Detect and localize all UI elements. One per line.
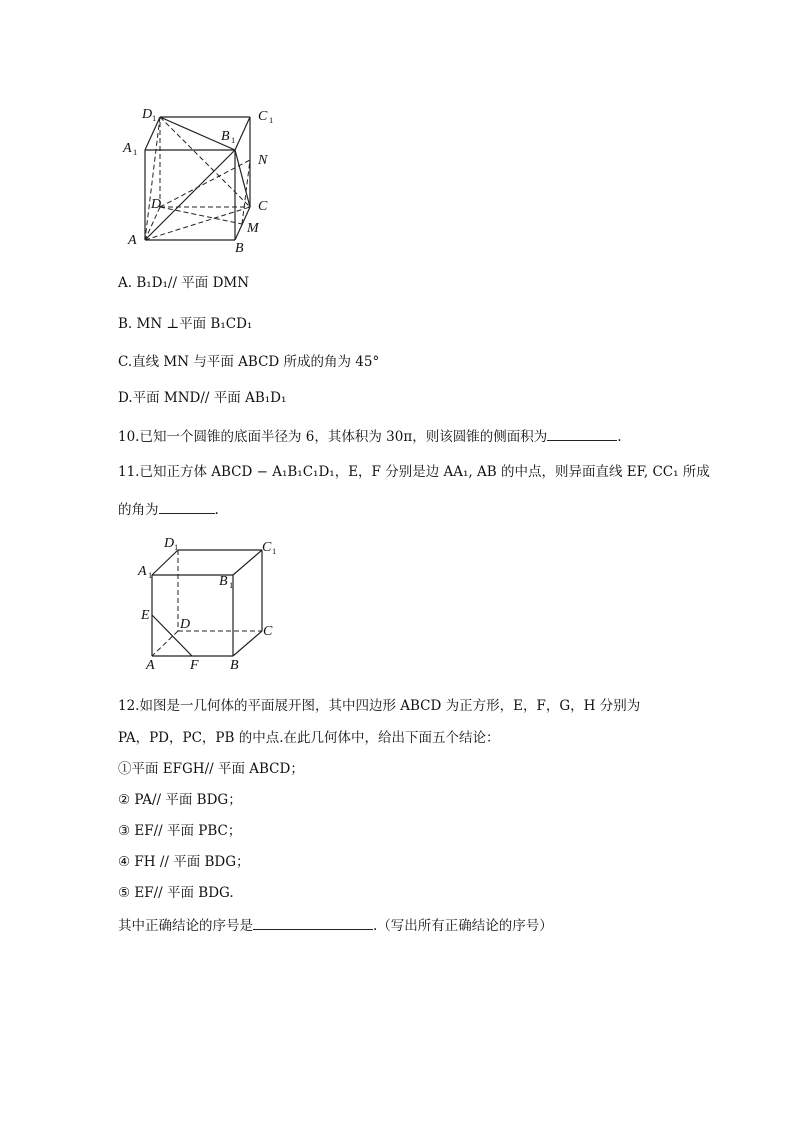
label-F: F: [190, 658, 199, 673]
label-B: B: [235, 241, 244, 256]
label-C: C: [263, 624, 273, 639]
question-12-line1: 12.如图是一几何体的平面展开图，其中四边形 ABCD 为正方形，E，F，G，H 分别为: [118, 698, 641, 714]
svg-text:1: 1: [148, 570, 153, 580]
option-a: A. B₁D₁// 平面 DMN: [118, 275, 250, 291]
label-C1: C: [258, 109, 268, 124]
question-10: 10.已知一个圆锥的底面半径为 6，其体积为 30π，则该圆锥的侧面积为 .: [118, 426, 622, 446]
conclusion-3: ③ EF// 平面 PBC；: [118, 823, 242, 839]
label-B1: B: [219, 574, 228, 589]
cube-figure-2: [130, 535, 290, 675]
svg-text:1: 1: [133, 147, 138, 157]
option-d: D.平面 MND// 平面 AB₁D₁: [118, 390, 287, 406]
svg-text:1: 1: [231, 135, 236, 145]
conclusion-5: ⑤ EF// 平面 BDG.: [118, 885, 234, 901]
label-D1: D: [142, 107, 153, 122]
label-A1: A: [123, 141, 132, 156]
label-A1: A: [138, 564, 147, 579]
svg-text:1: 1: [269, 115, 274, 125]
label-B: B: [230, 658, 239, 673]
label-N: N: [258, 153, 268, 168]
question-11-line1: 11.已知正方体 ABCD − A₁B₁C₁D₁，E，F 分别是边 AA₁, AB 的中点，则异面直线 EF, CC₁ 所成: [118, 464, 710, 480]
label-C1: C: [262, 540, 272, 555]
label-D: D: [180, 617, 191, 632]
question-12-answer: 其中正确结论的序号是 .（写出所有正确结论的序号）: [118, 915, 553, 935]
conclusion-1: ①平面 EFGH// 平面 ABCD；: [118, 761, 304, 777]
label-E: E: [141, 608, 150, 623]
label-B1: B: [221, 129, 230, 144]
label-D1: D: [164, 536, 175, 551]
label-A: A: [128, 233, 137, 248]
cube-figure-1: [118, 100, 288, 260]
question-12-line2: PA，PD，PC，PB 的中点.在此几何体中，给出下面五个结论：: [118, 730, 500, 746]
label-A: A: [146, 658, 155, 673]
conclusion-2: ② PA// 平面 BDG；: [118, 792, 242, 808]
svg-text:1: 1: [152, 113, 157, 123]
svg-text:1: 1: [272, 546, 277, 556]
svg-text:1: 1: [229, 580, 234, 590]
question-11-line2: 的角为 .: [118, 499, 219, 519]
svg-text:1: 1: [174, 542, 179, 552]
option-c: C.直线 MN 与平面 ABCD 所成的角为 45°: [118, 354, 380, 370]
conclusion-4: ④ FH // 平面 BDG；: [118, 854, 250, 870]
option-b: B. MN ⊥平面 B₁CD₁: [118, 316, 253, 332]
label-M: M: [247, 221, 259, 236]
label-C: C: [258, 199, 268, 214]
label-D: D: [151, 197, 162, 212]
